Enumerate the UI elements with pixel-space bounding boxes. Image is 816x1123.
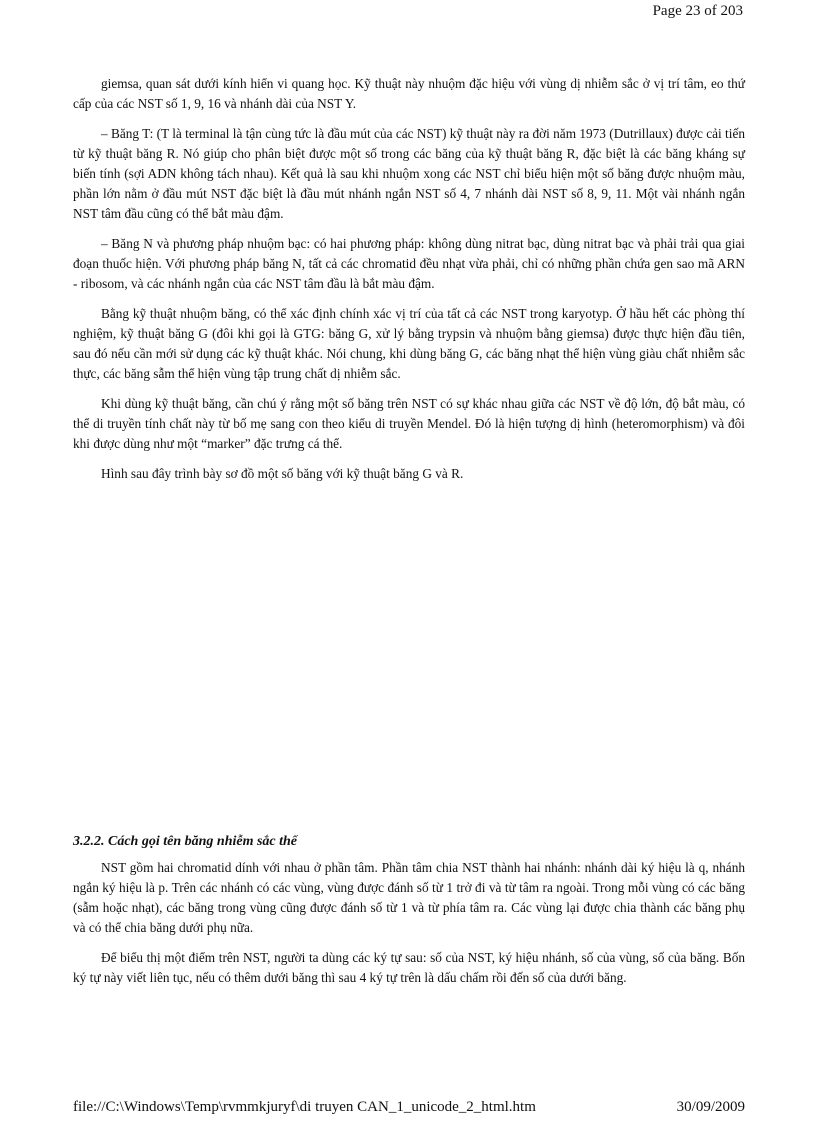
paragraph: – Băng N và phương pháp nhuộm bạc: có hai phương pháp: không dùng nitrat bạc, dùng nitrat bạc và phải trải qua giai đoạn thuốc hiện. Với phương pháp băng N, tất cả các chromatid đều nhạt vừa phải, chỉ có những phần chứa gen sao mã ARN - ribosom, và các nhánh ngắn của các NST tâm đầu là bắt màu đậm.: [73, 236, 745, 291]
paragraph: Khi dùng kỹ thuật băng, cần chú ý rằng một số băng trên NST có sự khác nhau giữa các NST về độ lớn, độ bắt màu, có thể di truyền tính chất này từ bố mẹ sang con theo kiểu di truyền Mendel. Đó là hiện tượng dị hình (heteromorphism) và đôi khi được dùng như một “marker” đặc trưng cá thể.: [73, 396, 745, 451]
section-heading: 3.2.2. Cách gọi tên băng nhiễm sắc thể: [73, 834, 298, 849]
paragraph: Bằng kỹ thuật nhuộm băng, có thể xác định chính xác vị trí của tất cả các NST trong karyotyp. Ở hầu hết các phòng thí nghiệm, kỹ thuật băng G (đôi khi gọi là GTG: băng G, xử lý bằng trypsin và nhuộm bằng giemsa) được thực hiện đầu tiên, sau đó nếu cần mới sử dụng các kỹ thuật khác. Nói chung, khi dùng băng G, các băng nhạt thể hiện vùng giàu chất nhiễm sắc thực, các băng sẫm thể hiện vùng tập trung chất dị nhiễm sắc.: [73, 306, 745, 381]
paragraph: Để biểu thị một điểm trên NST, người ta dùng các ký tự sau: số của NST, ký hiệu nhánh, số của vùng, số của băng. Bốn ký tự này viết liên tục, nếu có thêm dưới băng thì sau 4 ký tự trên là dấu chấm rồi đến số của dưới băng.: [73, 950, 745, 985]
paragraph: – Băng T: (T là terminal là tận cùng tức là đầu mút của các NST) kỹ thuật này ra đời năm 1973 (Dutrillaux) được cải tiến từ kỹ thuật băng R. Nó giúp cho phân biệt được một số trong các băng của kỹ thuật băng R, đặc biệt là các băng kháng sự biến tính (sợi ADN không tách nhau). Kết quả là sau khi nhuộm xong các NST chỉ biểu hiện một số băng được nhuộm màu, phần lớn nằm ở đầu mút NST đặc biệt là đầu mút nhánh ngắn NST số 4, 7 nhánh dài NST số 8, 9, 11. Một vài nhánh ngắn NST tâm đầu cũng có thể bắt màu đậm.: [73, 126, 745, 221]
figure-placeholder: [73, 494, 745, 832]
footer-file-path: file://C:\Windows\Temp\rvmmkjuryf\di truyen CAN_1_unicode_2_html.htm: [73, 1099, 536, 1115]
paragraph: NST gồm hai chromatid dính với nhau ở phần tâm. Phần tâm chia NST thành hai nhánh: nhánh dài ký hiệu là q, nhánh ngắn ký hiệu là p. Trên các nhánh có các vùng, vùng được đánh số từ 1 trở đi và từ tâm ra ngoài. Trong mỗi vùng có các băng (sẫm hoặc nhạt), các băng trong vùng cũng được đánh số từ 1 và từ phía tâm ra. Các vùng lại được chia thành các băng phụ và có thể chia băng dưới phụ nữa.: [73, 860, 745, 935]
document-body: [73, 74, 745, 998]
paragraph: giemsa, quan sát dưới kính hiển vi quang học. Kỹ thuật này nhuộm đặc hiệu với vùng dị nhiễm sắc ở vị trí tâm, eo thứ cấp của các NST số 1, 9, 16 và nhánh dài của NST Y.: [73, 76, 745, 111]
page-footer: [73, 1098, 745, 1116]
page-number: Page 23 of 203: [652, 3, 743, 19]
paragraph: Hình sau đây trình bày sơ đồ một số băng với kỹ thuật băng G và R.: [101, 466, 464, 481]
footer-date: 30/09/2009: [676, 1099, 745, 1115]
